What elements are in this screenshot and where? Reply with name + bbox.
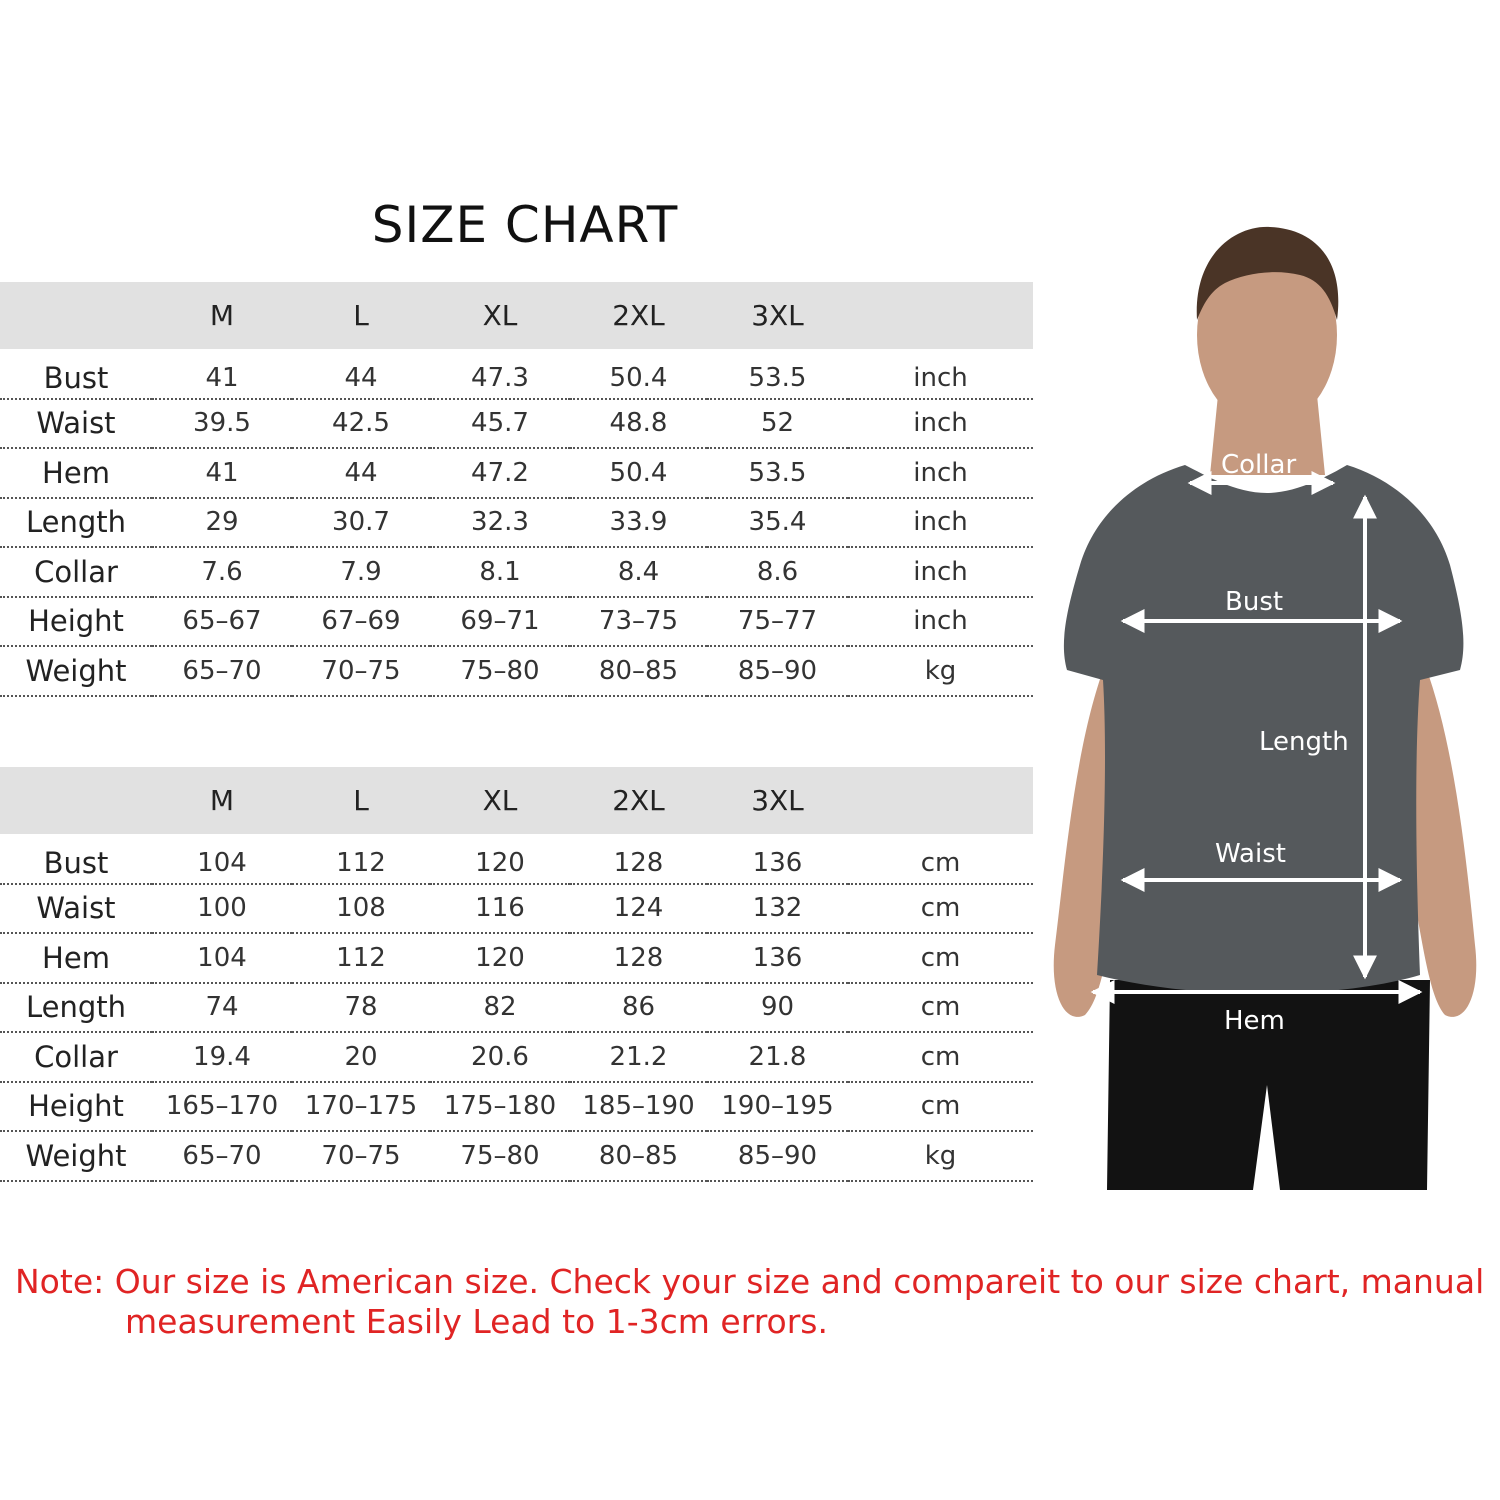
- note-line-2: measurement Easily Lead to 1-3cm errors.: [125, 1302, 828, 1341]
- unit-cell: cm: [920, 847, 961, 878]
- table-row: [0, 448, 1033, 498]
- row-label-collar: Collar: [34, 1039, 118, 1074]
- unit-cell: kg: [924, 1140, 957, 1171]
- value-cell: 104: [197, 847, 247, 878]
- unit-cell: cm: [920, 1091, 961, 1122]
- row-label-length: Length: [25, 505, 127, 540]
- value-cell: 73–75: [598, 606, 679, 637]
- value-cell: 80–85: [598, 655, 679, 686]
- collar-label: Collar: [1221, 450, 1297, 480]
- unit-cell: cm: [920, 893, 961, 924]
- value-cell: 75–80: [460, 1140, 540, 1171]
- value-cell: 70–75: [321, 1140, 401, 1171]
- value-cell: 190–195: [721, 1091, 834, 1122]
- value-cell: 170–175: [304, 1091, 418, 1122]
- row-label-bust: Bust: [43, 845, 109, 880]
- value-cell: 136: [752, 942, 803, 973]
- hem-label: Hem: [1224, 1006, 1285, 1036]
- value-cell: 90: [760, 992, 795, 1023]
- header-size-l: L: [353, 784, 369, 817]
- header-size-xl: XL: [482, 299, 518, 332]
- header-size-3xl: 3XL: [751, 784, 804, 817]
- row-label-collar: Collar: [34, 554, 118, 589]
- value-cell: 8.1: [479, 556, 521, 587]
- value-cell: 116: [475, 893, 525, 924]
- unit-cell: inch: [913, 362, 968, 393]
- value-cell: 185–190: [582, 1091, 695, 1122]
- row-label-height: Height: [28, 1089, 124, 1124]
- table-header-row: [0, 282, 1033, 349]
- value-cell: 108: [336, 893, 386, 924]
- value-cell: 20: [344, 1041, 378, 1072]
- table-row: [0, 1131, 1033, 1181]
- table-row: [0, 349, 1033, 399]
- value-cell: 50.4: [609, 362, 668, 393]
- model-figure: [1035, 225, 1500, 1190]
- value-cell: 48.8: [609, 408, 668, 439]
- value-cell: 21.8: [748, 1041, 807, 1072]
- value-cell: 75–80: [460, 655, 540, 686]
- value-cell: 75–77: [737, 606, 818, 637]
- table-body: [0, 834, 1033, 1181]
- row-label-waist: Waist: [36, 891, 116, 926]
- row-label-hem: Hem: [42, 455, 110, 490]
- row-label-hem: Hem: [42, 940, 110, 975]
- value-cell: 47.3: [471, 362, 529, 393]
- value-cell: 21.2: [609, 1041, 668, 1072]
- table-row: [0, 597, 1033, 647]
- size-table-inch: [0, 282, 1033, 697]
- unit-cell: inch: [913, 507, 968, 538]
- row-label-weight: Weight: [25, 653, 127, 688]
- value-cell: 42.5: [332, 408, 390, 439]
- unit-cell: inch: [913, 457, 968, 488]
- header-blank-cell: [0, 282, 152, 349]
- table-header-row: [0, 767, 1033, 834]
- value-cell: 132: [752, 893, 803, 924]
- value-cell: 33.9: [609, 507, 668, 538]
- table-row: [0, 547, 1033, 597]
- unit-cell: cm: [920, 992, 961, 1023]
- header-blank-cell: [0, 767, 152, 834]
- size-table-cm: [0, 767, 1033, 1182]
- header-size-xl: XL: [482, 784, 518, 817]
- value-cell: 65–67: [182, 606, 262, 637]
- value-cell: 41: [205, 457, 239, 488]
- unit-cell: inch: [913, 606, 968, 637]
- value-cell: 85–90: [737, 655, 818, 686]
- unit-cell: kg: [924, 655, 957, 686]
- value-cell: 53.5: [748, 362, 807, 393]
- value-cell: 112: [336, 847, 386, 878]
- row-label-length: Length: [25, 990, 127, 1025]
- value-cell: 41: [205, 362, 239, 393]
- header-size-2xl: 2XL: [612, 784, 665, 817]
- value-cell: 45.7: [471, 408, 529, 439]
- length-label: Length: [1259, 727, 1349, 757]
- unit-cell: inch: [913, 408, 968, 439]
- value-cell: 70–75: [321, 655, 401, 686]
- value-cell: 47.2: [471, 457, 529, 488]
- value-cell: 112: [336, 942, 386, 973]
- value-cell: 8.6: [756, 556, 799, 587]
- note-line-1: Note: Our size is American size. Check your size and compareit to our size chart, manual: [15, 1262, 1485, 1301]
- value-cell: 39.5: [193, 408, 251, 439]
- value-cell: 74: [205, 992, 239, 1023]
- value-cell: 8.4: [617, 556, 660, 587]
- unit-cell: cm: [920, 942, 961, 973]
- value-cell: 44: [344, 457, 378, 488]
- header-unit-cell: [848, 767, 1033, 834]
- row-label-weight: Weight: [25, 1138, 127, 1173]
- header-size-l: L: [353, 299, 369, 332]
- row-label-waist: Waist: [36, 406, 116, 441]
- value-cell: 85–90: [737, 1140, 818, 1171]
- value-cell: 50.4: [609, 457, 668, 488]
- value-cell: 82: [483, 992, 517, 1023]
- row-label-bust: Bust: [43, 360, 109, 395]
- row-label-height: Height: [28, 604, 124, 639]
- header-size-2xl: 2XL: [612, 299, 665, 332]
- table-row: [0, 498, 1033, 548]
- waist-label: Waist: [1215, 839, 1286, 869]
- value-cell: 120: [475, 942, 525, 973]
- value-cell: 53.5: [748, 457, 807, 488]
- value-cell: 78: [344, 992, 378, 1023]
- value-cell: 80–85: [598, 1140, 679, 1171]
- value-cell: 19.4: [193, 1041, 251, 1072]
- header-size-m: M: [209, 299, 235, 332]
- page-title: SIZE CHART: [371, 196, 679, 254]
- value-cell: 69–71: [460, 606, 540, 637]
- value-cell: 30.7: [332, 507, 390, 538]
- unit-cell: cm: [920, 1041, 961, 1072]
- table-row: [0, 399, 1033, 449]
- value-cell: 128: [613, 847, 664, 878]
- header-size-m: M: [209, 784, 235, 817]
- table-row: [0, 983, 1033, 1033]
- value-cell: 86: [621, 992, 656, 1023]
- value-cell: 32.3: [471, 507, 529, 538]
- value-cell: 104: [197, 942, 247, 973]
- value-cell: 65–70: [182, 1140, 262, 1171]
- table-row: [0, 646, 1033, 696]
- value-cell: 35.4: [748, 507, 807, 538]
- table-row: [0, 834, 1033, 884]
- value-cell: 165–170: [165, 1091, 279, 1122]
- header-unit-cell: [848, 282, 1033, 349]
- value-cell: 100: [197, 893, 247, 924]
- value-cell: 44: [344, 362, 378, 393]
- value-cell: 20.6: [471, 1041, 529, 1072]
- model-illustration: [1035, 225, 1500, 1190]
- value-cell: 175–180: [443, 1091, 557, 1122]
- value-cell: 136: [752, 847, 803, 878]
- value-cell: 128: [613, 942, 664, 973]
- header-size-3xl: 3XL: [751, 299, 804, 332]
- table-row: [0, 1032, 1033, 1082]
- value-cell: 7.9: [340, 556, 382, 587]
- value-cell: 65–70: [182, 655, 262, 686]
- sizing-note: [15, 1262, 1485, 1342]
- bust-label: Bust: [1225, 587, 1284, 617]
- table-row: [0, 884, 1033, 934]
- value-cell: 52: [760, 408, 795, 439]
- table-body: [0, 349, 1033, 696]
- value-cell: 7.6: [201, 556, 243, 587]
- unit-cell: inch: [913, 556, 968, 587]
- value-cell: 67–69: [321, 606, 401, 637]
- value-cell: 124: [613, 893, 664, 924]
- value-cell: 120: [475, 847, 525, 878]
- table-row: [0, 933, 1033, 983]
- value-cell: 29: [205, 507, 239, 538]
- table-row: [0, 1082, 1033, 1132]
